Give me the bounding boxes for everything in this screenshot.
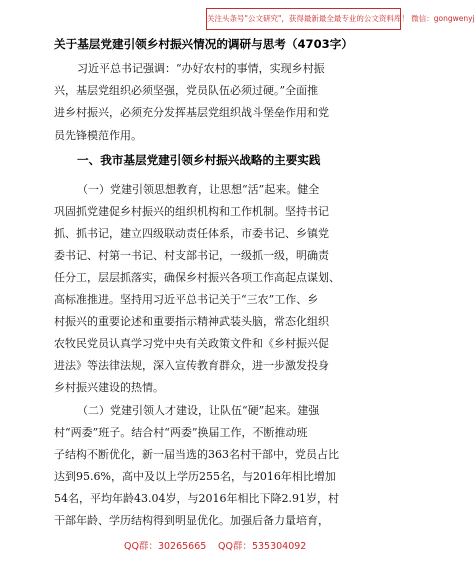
qq-group-1: QQ群：30265665 bbox=[124, 541, 207, 552]
paragraph-line: 巩固抓党建促乡村振兴的组织机构和工作机制。坚持书记 bbox=[54, 205, 329, 218]
section-heading: 一、我市基层党建引领乡村振兴战略的主要实践 bbox=[77, 153, 321, 167]
qq-group-2: QQ群：535304092 bbox=[218, 541, 307, 552]
paragraph-line: 村“两委”班子。结合村“两委”换届工作，不断推动班 bbox=[54, 426, 308, 439]
intro-line: 员先锋模范作用。 bbox=[54, 129, 142, 142]
paragraph-line: 54名，平均年龄43.04岁，与2016年相比下降2.91岁，村 bbox=[54, 492, 339, 505]
intro-line: 习近平总书记强调：“办好农村的事情，实现乡村振 bbox=[77, 62, 325, 75]
footer bbox=[0, 538, 408, 554]
document-title: 关于基层党建引领乡村振兴情况的调研与思考（4703字） bbox=[54, 37, 353, 51]
paragraph-line: 委书记、村第一书记、村支部书记，一级抓一级，明确责 bbox=[54, 249, 329, 262]
paragraph-line: 村振兴的重要论述和重要指示精神武装头脑，常态化组织 bbox=[54, 315, 329, 328]
paragraph-line: 农牧民党员认真学习党中央有关政策文件和《乡村振兴促 bbox=[54, 337, 329, 350]
paragraph-line: 达到95.6%，高中及以上学历255名，与2016年相比增加 bbox=[54, 470, 336, 483]
paragraph-line: 任分工，层层抓落实，确保乡村振兴各项工作高起点谋划、 bbox=[54, 271, 340, 284]
paragraph-line: （一）党建引领思想教育，让思想“活”起来。健全 bbox=[77, 183, 320, 196]
paragraph-line: 子结构不断优化，新一届当选的363名村干部中，党员占比 bbox=[54, 448, 339, 461]
intro-line: 进乡村振兴，必须充分发挥基层党组织战斗堡垒作用和党 bbox=[54, 106, 329, 119]
paragraph-line: 进法》等法律法规，深入宣传教育群众，进一步激发投身 bbox=[54, 359, 329, 372]
header-banner: 关注头条号"公文研究"，获得最新最全最专业的公文资料库！ 微信：gongwenyj bbox=[206, 8, 401, 30]
paragraph-line: （二）党建引领人才建设，让队伍“硬”起来。建强 bbox=[77, 404, 320, 417]
paragraph-line: 高标准推进。坚持用习近平总书记关于“三农”工作、乡 bbox=[54, 293, 319, 306]
intro-line: 兴，基层党组织必须坚强，党员队伍必须过硬。”全面推 bbox=[54, 84, 319, 97]
paragraph-line: 干部年龄、学历结构得到明显优化。加强后备力量培育， bbox=[54, 514, 329, 527]
paragraph-line: 乡村振兴建设的热情。 bbox=[54, 381, 164, 394]
paragraph-line: 抓、抓书记，建立四级联动责任体系，市委书记、乡镇党 bbox=[54, 227, 329, 240]
